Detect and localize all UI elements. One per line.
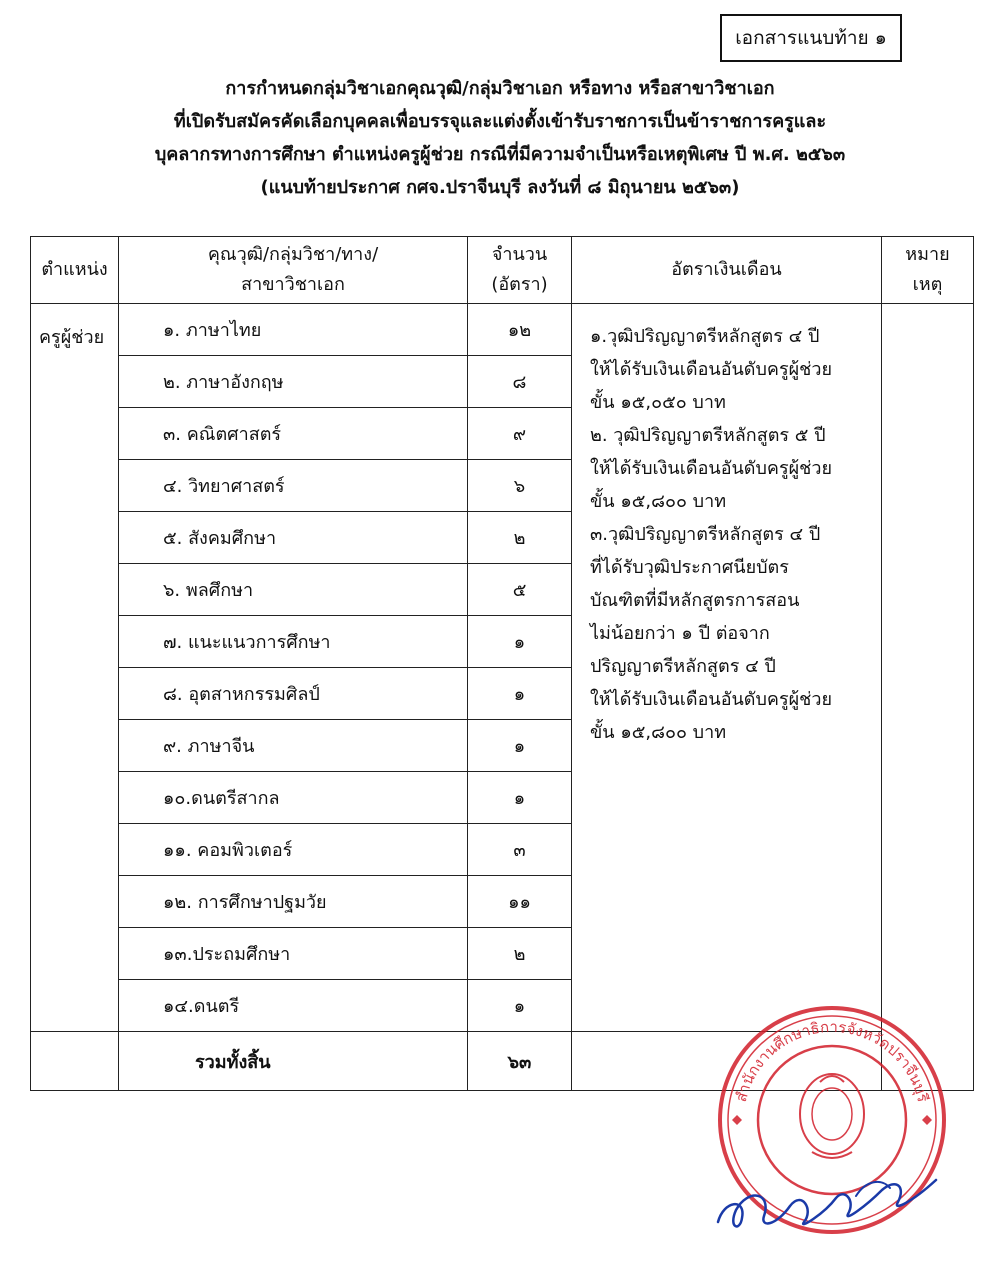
subject-cell: ๑๑. คอมพิวเตอร์ [119, 824, 468, 876]
signature [706, 1140, 942, 1240]
positions-table [30, 236, 974, 1091]
salary-line: ๑.วุฒิปริญญาตรีหลักสูตร ๔ ปี [590, 326, 820, 347]
header-count-line2: (อัตรา) [491, 274, 548, 295]
salary-line: ให้ได้รับเงินเดือนอันดับครูผู้ช่วย [590, 689, 833, 710]
count-cell: ๑ [468, 720, 572, 772]
salary-line: ขั้น ๑๕,๘๐๐ บาท [590, 491, 727, 512]
count-cell: ๒ [468, 928, 572, 980]
subject-cell: ๙. ภาษาจีน [119, 720, 468, 772]
salary-line: ๒. วุฒิปริญญาตรีหลักสูตร ๕ ปี [590, 425, 826, 446]
header-count [468, 237, 572, 304]
count-cell: ๘ [468, 356, 572, 408]
attachment-label: เอกสารแนบท้าย ๑ [720, 14, 902, 62]
header-note [882, 237, 974, 304]
position-cell: ครูผู้ช่วย [31, 304, 119, 1032]
salary-cell [572, 304, 882, 1032]
header-subject [119, 237, 468, 304]
subject-cell: ๗. แนะแนวการศึกษา [119, 616, 468, 668]
salary-line: ปริญญาตรีหลักสูตร ๔ ปี [590, 656, 776, 677]
document-title [0, 72, 1000, 204]
title-line-2: ที่เปิดรับสมัครคัดเลือกบุคคลเพื่อบรรจุและแต่งตั้งเข้ารับราชการเป็นข้าราชการครูและ [173, 111, 827, 132]
header-count-line1: จำนวน [491, 244, 548, 265]
subject-cell: ๒. ภาษาอังกฤษ [119, 356, 468, 408]
seal-text: สำนักงานศึกษาธิการจังหวัดปราจีนบุรี [731, 1017, 933, 1104]
subject-cell: ๘. อุตสาหกรรมศิลป์ [119, 668, 468, 720]
count-cell: ๑ [468, 772, 572, 824]
subject-cell: ๑๔.ดนตรี [119, 980, 468, 1032]
count-cell: ๕ [468, 564, 572, 616]
count-cell: ๙ [468, 408, 572, 460]
subject-cell: ๑. ภาษาไทย [119, 304, 468, 356]
header-note-line2: เหตุ [912, 274, 943, 295]
salary-line: ๓.วุฒิปริญญาตรีหลักสูตร ๔ ปี [590, 524, 821, 545]
salary-line: ให้ได้รับเงินเดือนอันดับครูผู้ช่วย [590, 359, 833, 380]
count-cell: ๖ [468, 460, 572, 512]
count-cell: ๒ [468, 512, 572, 564]
subject-cell: ๑๒. การศึกษาปฐมวัย [119, 876, 468, 928]
title-line-3: บุคลากรทางการศึกษา ตำแหน่งครูผู้ช่วย กรณีที่มีความจำเป็นหรือเหตุพิเศษ ปี พ.ศ. ๒๕๖๓ [154, 144, 846, 165]
header-subject-line2: สาขาวิชาเอก [241, 274, 345, 295]
subject-cell: ๔. วิทยาศาสตร์ [119, 460, 468, 512]
total-count: ๖๓ [468, 1032, 572, 1091]
header-subject-line1: คุณวุฒิ/กลุ่มวิชา/ทาง/ [207, 244, 379, 265]
count-cell: ๓ [468, 824, 572, 876]
subject-cell: ๕. สังคมศึกษา [119, 512, 468, 564]
count-cell: ๑ [468, 616, 572, 668]
subject-cell: ๑๐.ดนตรีสากล [119, 772, 468, 824]
subject-cell: ๑๓.ประถมศึกษา [119, 928, 468, 980]
header-note-line1: หมาย [905, 244, 950, 265]
count-cell: ๑๒ [468, 304, 572, 356]
total-label: รวมทั้งสิ้น [119, 1032, 468, 1091]
table-header-row [31, 237, 974, 304]
title-line-4: (แนบท้ายประกาศ กศจ.ปราจีนบุรี ลงวันที่ ๘ มิถุนายน ๒๕๖๓) [260, 177, 740, 198]
count-cell: ๑ [468, 668, 572, 720]
note-cell [882, 304, 974, 1091]
salary-line: ขั้น ๑๕,๘๐๐ บาท [590, 722, 727, 743]
total-empty-cell [31, 1032, 119, 1091]
count-cell: ๑๑ [468, 876, 572, 928]
salary-line: ที่ได้รับวุฒิประกาศนียบัตร [590, 557, 789, 578]
table-row [31, 304, 974, 356]
header-position: ตำแหน่ง [31, 237, 119, 304]
subject-cell: ๓. คณิตศาสตร์ [119, 408, 468, 460]
salary-line: บัณฑิตที่มีหลักสูตรการสอน [590, 590, 800, 611]
salary-line: ขั้น ๑๕,๐๕๐ บาท [590, 392, 726, 413]
subject-cell: ๖. พลศึกษา [119, 564, 468, 616]
title-line-1: การกำหนดกลุ่มวิชาเอกคุณวุฒิ/กลุ่มวิชาเอก หรือทาง หรือสาขาวิชาเอก [225, 78, 775, 99]
count-cell: ๑ [468, 980, 572, 1032]
salary-line: ไม่น้อยกว่า ๑ ปี ต่อจาก [590, 623, 770, 644]
header-salary: อัตราเงินเดือน [572, 237, 882, 304]
salary-line: ให้ได้รับเงินเดือนอันดับครูผู้ช่วย [590, 458, 833, 479]
